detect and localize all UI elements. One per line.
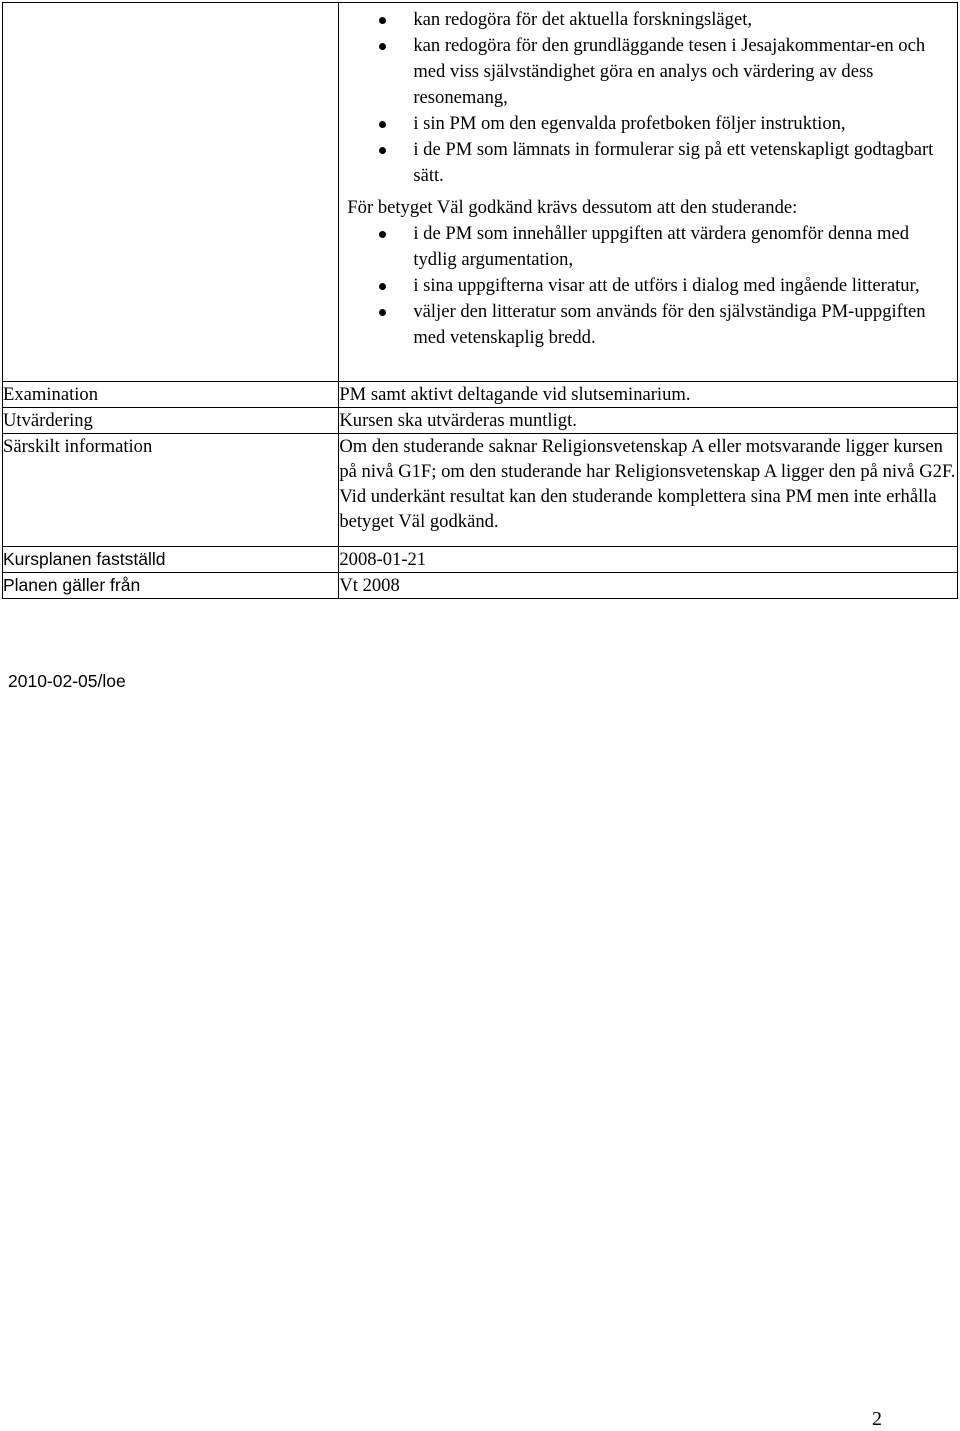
utvardering-value: Kursen ska utvärderas muntligt.	[339, 408, 958, 434]
examination-value: PM samt aktivt deltagande vid slutseminarium.	[339, 382, 958, 408]
page-number: 2	[872, 1408, 882, 1430]
godkand-criterion: kan redogöra för det aktuella forskningsläget,	[347, 7, 951, 33]
val-godkand-criterion: väljer den litteratur som används för den självständiga PM-uppgiften med vetenskaplig bredd.	[347, 299, 951, 351]
sarskilt-value	[339, 434, 958, 547]
course-plan-table	[2, 2, 958, 599]
val-godkand-criterion: i de PM som innehåller uppgiften att värdera genomför denna med tydlig argumentation,	[347, 221, 951, 273]
examination-row	[3, 382, 958, 408]
utvardering-label: Utvärdering	[3, 408, 339, 434]
criteria-label-cell	[3, 3, 339, 382]
val-godkand-criterion: i sina uppgifterna visar att de utförs i dialog med ingående litteratur,	[347, 273, 951, 299]
sarskilt-label: Särskilt information	[3, 434, 339, 547]
sarskilt-paragraph: Om den studerande saknar Religionsvetenskap A eller motsvarande ligger kursen på nivå G1F; om den studerande har Religionsvetenskap A ligger den på nivå G2F.	[339, 436, 956, 482]
criteria-row	[3, 3, 958, 382]
sarskilt-paragraph: Vid underkänt resultat kan den studerande komplettera sina PM men inte erhålla betyget Väl godkänd.	[339, 486, 937, 532]
galler-row	[3, 573, 958, 599]
val-godkand-criteria-list	[347, 221, 951, 351]
godkand-criterion: i de PM som lämnats in formulerar sig på ett vetenskapligt godtagbart sätt.	[347, 137, 951, 189]
faststalld-label: Kursplanen fastställd	[3, 547, 339, 573]
galler-label: Planen gäller från	[3, 573, 339, 599]
utvardering-row	[3, 408, 958, 434]
godkand-criterion: i sin PM om den egenvalda profetboken följer instruktion,	[347, 111, 951, 137]
examination-label: Examination	[3, 382, 339, 408]
faststalld-value: 2008-01-21	[339, 547, 958, 573]
sarskilt-row	[3, 434, 958, 547]
criteria-cell	[339, 3, 958, 382]
galler-value: Vt 2008	[339, 573, 958, 599]
val-godkand-intro: För betyget Väl godkänd krävs dessutom att den studerande:	[347, 197, 798, 218]
document-code: 2010-02-05/loe	[8, 671, 126, 691]
godkand-criteria-list	[347, 7, 951, 189]
godkand-criterion: kan redogöra för den grundläggande tesen i Jesajakommentar-en och med viss självständighet göra en analys och värdering av dess resonemang,	[347, 33, 951, 111]
faststalld-row	[3, 547, 958, 573]
